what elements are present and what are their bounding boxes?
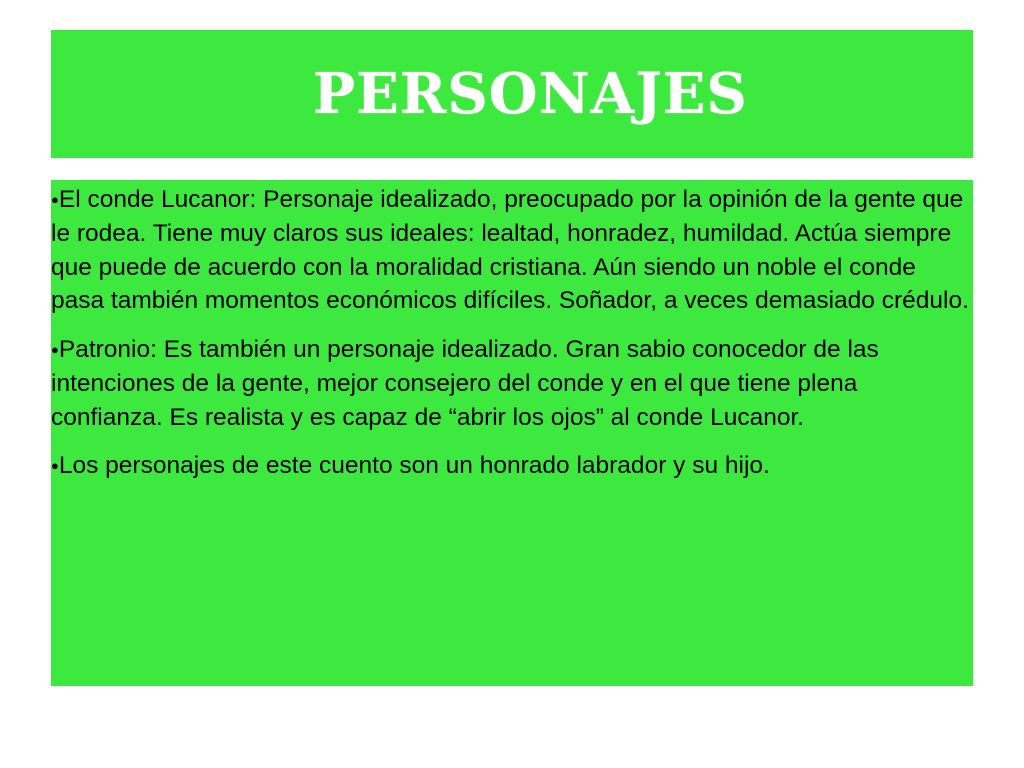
- bullet-text: Patronio: Es también un personaje idealizado. Gran sabio conocedor de las intenciones de la gente, mejor consejero del conde y en el que tiene plena confianza. Es realista y es capaz de “abrir los ojos” al conde Lucanor.: [51, 335, 879, 431]
- content-box: [51, 180, 973, 686]
- title-box: [51, 30, 973, 158]
- bullet-list: [51, 183, 973, 498]
- bullet-text: Los personajes de este cuento son un honrado labrador y su hijo.: [58, 452, 770, 480]
- bullet-item: [51, 183, 973, 318]
- bullet-icon: ●: [51, 191, 59, 207]
- bullet-item: [51, 449, 973, 483]
- bullet-icon: ●: [51, 341, 59, 357]
- slide-title: PERSONAJES: [313, 61, 748, 127]
- bullet-item: [51, 333, 973, 434]
- bullet-text: El conde Lucanor: Personaje idealizado, preocupado por la opinión de la gente que le rodea. Tiene muy claros sus ideales: lealtad, honradez, humildad. Actúa siempre que puede de acuerdo con la moralidad cristiana. Aún siendo un noble el conde pasa también momentos económicos difíciles. Soñador, a veces demasiado crédulo.: [51, 186, 969, 315]
- bullet-icon: ●: [51, 457, 59, 473]
